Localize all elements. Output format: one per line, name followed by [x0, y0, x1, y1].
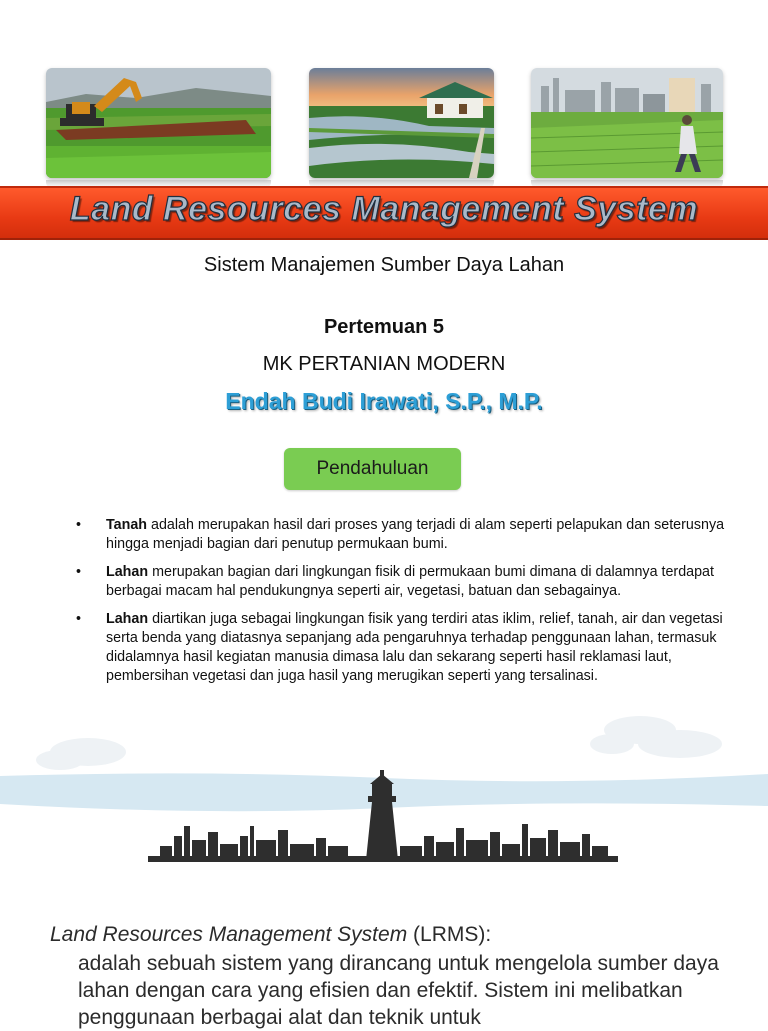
banner-title: Land Resources Management System [69, 190, 699, 228]
list-item-text: diartikan juga sebagai lingkungan fisik yang terdiri atas iklim, relief, tanah, air dan vegetasi serta benda yang diatasnya sepanjang ada pengaruhnya terhadap penggunaan lahan, termasuk didalamnya hasil kegiatan manusia dimasa lalu dan sekarang seperti hasil reklamasi laut, pembersihan vegetasi dan juga hasil yang merugikan seperti yang tersalinasi. [106, 611, 723, 684]
lrms-heading-abbr: (LRMS): [407, 923, 492, 946]
list-item [76, 516, 726, 554]
pendahuluan-button[interactable]: Pendahuluan [284, 448, 461, 490]
list-item-text: merupakan bagian dari lingkungan fisik di permukaan bumi dimana di dalamnya terdapat berbagai macam hal pendukungnya seperti air, vegetasi, batuan dan sebagainya. [106, 564, 714, 599]
list-item [76, 563, 726, 601]
list-item [76, 610, 726, 686]
subtitle: Sistem Manajemen Sumber Daya Lahan [203, 254, 565, 276]
rice-terrace-photo [309, 68, 494, 178]
bullet-icon: • [76, 564, 82, 580]
city-skyline-illustration [0, 700, 768, 880]
bullet-icon: • [76, 611, 82, 627]
definition-list [76, 516, 726, 695]
bullet-icon: • [76, 517, 82, 533]
author-name: Endah Budi Irawati, S.P., M.P. [225, 388, 543, 414]
list-item-text: adalah merupakan hasil dari proses yang terjadi di alam seperti pelapukan dan seterusnya hingga menjadi bagian dari penutup permukaan bumi. [106, 517, 725, 552]
course-name: MK PERTANIAN MODERN [262, 353, 506, 375]
list-item-term: Tanah [106, 517, 148, 533]
lrms-heading [50, 923, 491, 947]
list-item-term: Lahan [106, 611, 149, 627]
meeting-number: Pertemuan 5 [323, 316, 445, 338]
lrms-heading-italic: Land Resources Management System [50, 923, 408, 946]
excavator-field-photo [46, 68, 271, 178]
lrms-description: adalah sebuah sistem yang dirancang untuk mengelola sumber daya lahan dengan cara yang efisien dan efektif. Sistem ini melibatkan penggunaan berbagai alat dan teknik untuk [78, 952, 719, 1029]
factory-field-photo [531, 68, 723, 178]
list-item-term: Lahan [106, 564, 149, 580]
